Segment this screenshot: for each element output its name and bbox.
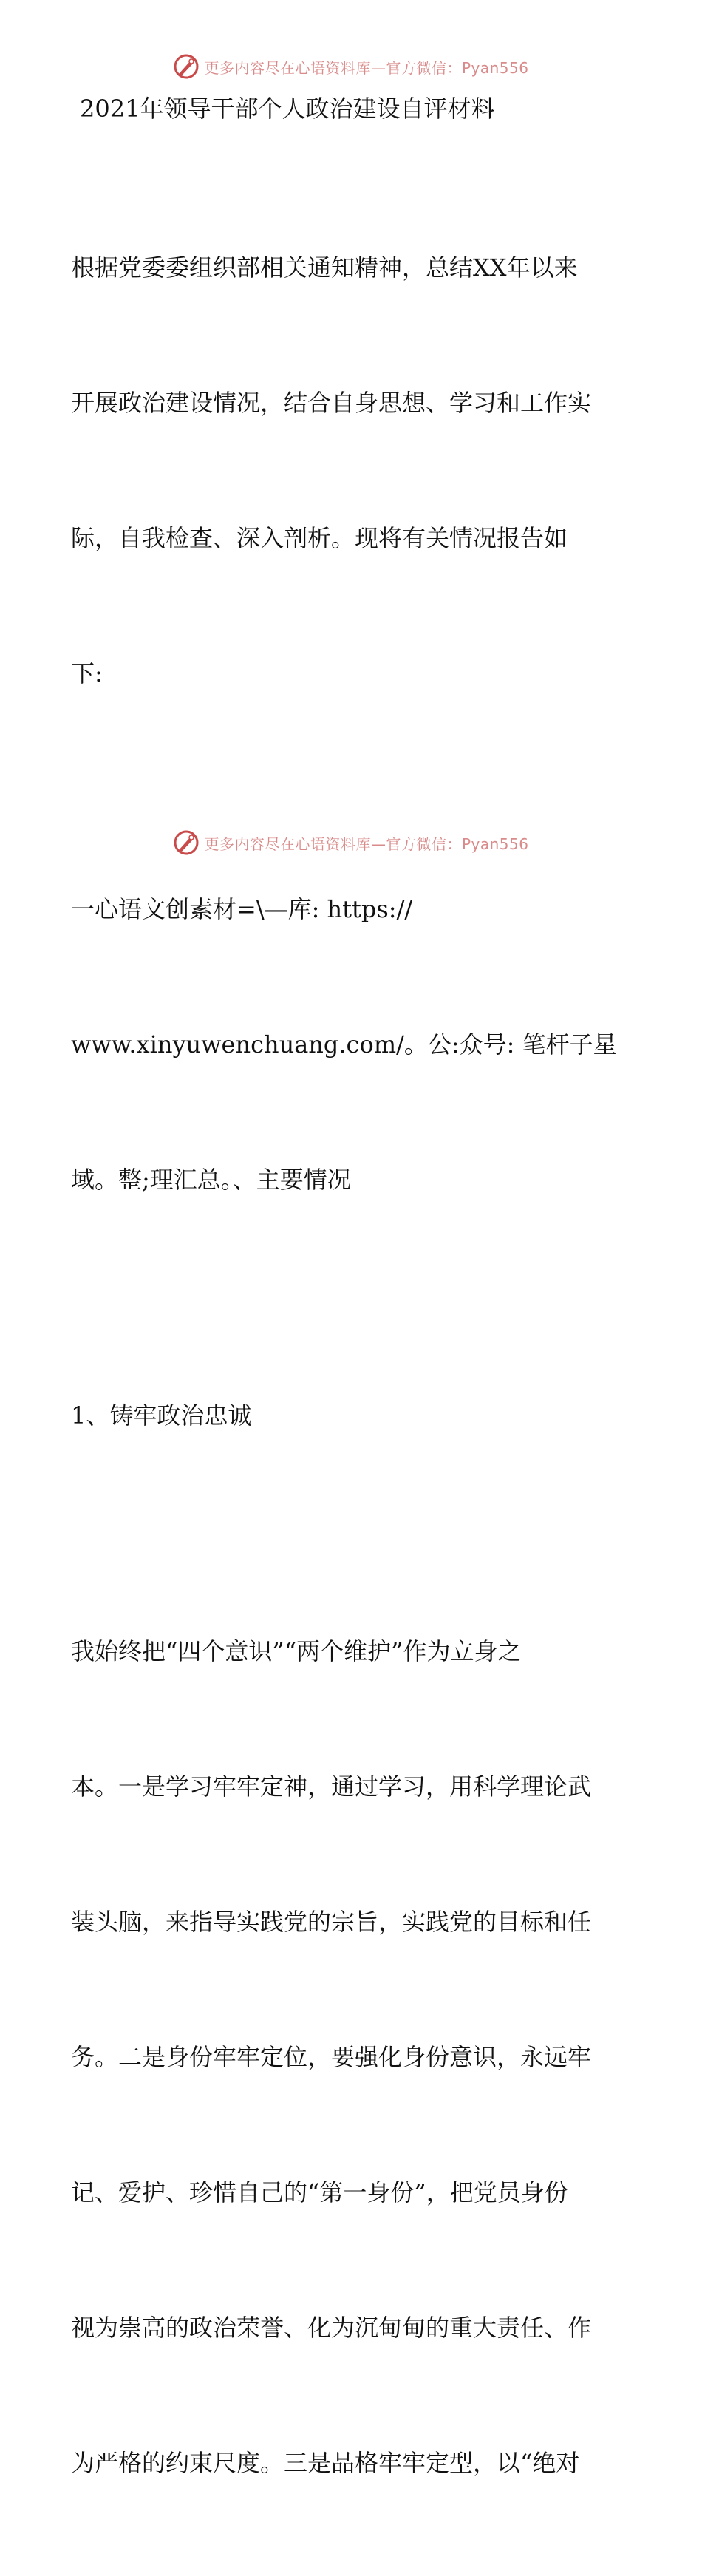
header-watermark bbox=[0, 52, 702, 81]
text-line: 装头脑，来指导实践党的宗旨，实践党的目标和任 bbox=[71, 1908, 592, 1936]
text-line: www.xinyuwenchuang.com/。公:众号: 笔杆子星 bbox=[71, 1030, 617, 1058]
watermark-text: 更多内容尽在心语资料库—官方微信：Pyan556 bbox=[204, 835, 529, 853]
pen-logo-icon bbox=[173, 53, 200, 80]
text-line: 1、铸牢政治忠诚 bbox=[71, 1401, 252, 1430]
text-line: 际，自我检查、深入剖析。现将有关情况报告如 bbox=[71, 524, 568, 552]
document-body bbox=[71, 87, 633, 2576]
text-line: 为严格的约束尺度。三是品格牢牢定型，以“绝对 bbox=[71, 2449, 580, 2477]
text-line: 一心语文创素材=\—库: https:// bbox=[71, 895, 413, 923]
document-title: 2021年领导干部个人政治建设自评材料 bbox=[80, 95, 495, 123]
text-line: 我始终把“四个意识”“两个维护”作为立身之 bbox=[71, 1637, 522, 1665]
text-line: 域。整;理汇总。、主要情况 bbox=[71, 1166, 351, 1194]
section-heading bbox=[71, 1303, 633, 1529]
paragraph-body bbox=[71, 1539, 633, 2576]
text-line: 根据党委委组织部相关通知精神，总结XX年以来 bbox=[71, 254, 578, 282]
text-line: 开展政治建设情况，结合自身思想、学习和工作实 bbox=[71, 389, 592, 417]
text-line: 下: bbox=[71, 659, 103, 687]
text-line: 本。一是学习牢牢定神，通过学习，用科学理论武 bbox=[71, 1773, 592, 1801]
pen-logo-icon bbox=[173, 829, 200, 856]
watermark-text: 更多内容尽在心语资料库—官方微信：Pyan556 bbox=[204, 58, 529, 77]
footer-watermark bbox=[0, 828, 702, 857]
paragraph-source-note bbox=[71, 797, 633, 1293]
text-line: 务。二是身份牢牢定位，要强化身份意识，永远牢 bbox=[71, 2043, 592, 2071]
paragraph-intro bbox=[71, 155, 633, 786]
text-line: 视为崇高的政治荣誉、化为沉甸甸的重大责任、作 bbox=[71, 2314, 592, 2342]
text-line: 记、爱护、珍惜自己的“第一身份”，把党员身份 bbox=[71, 2178, 568, 2206]
